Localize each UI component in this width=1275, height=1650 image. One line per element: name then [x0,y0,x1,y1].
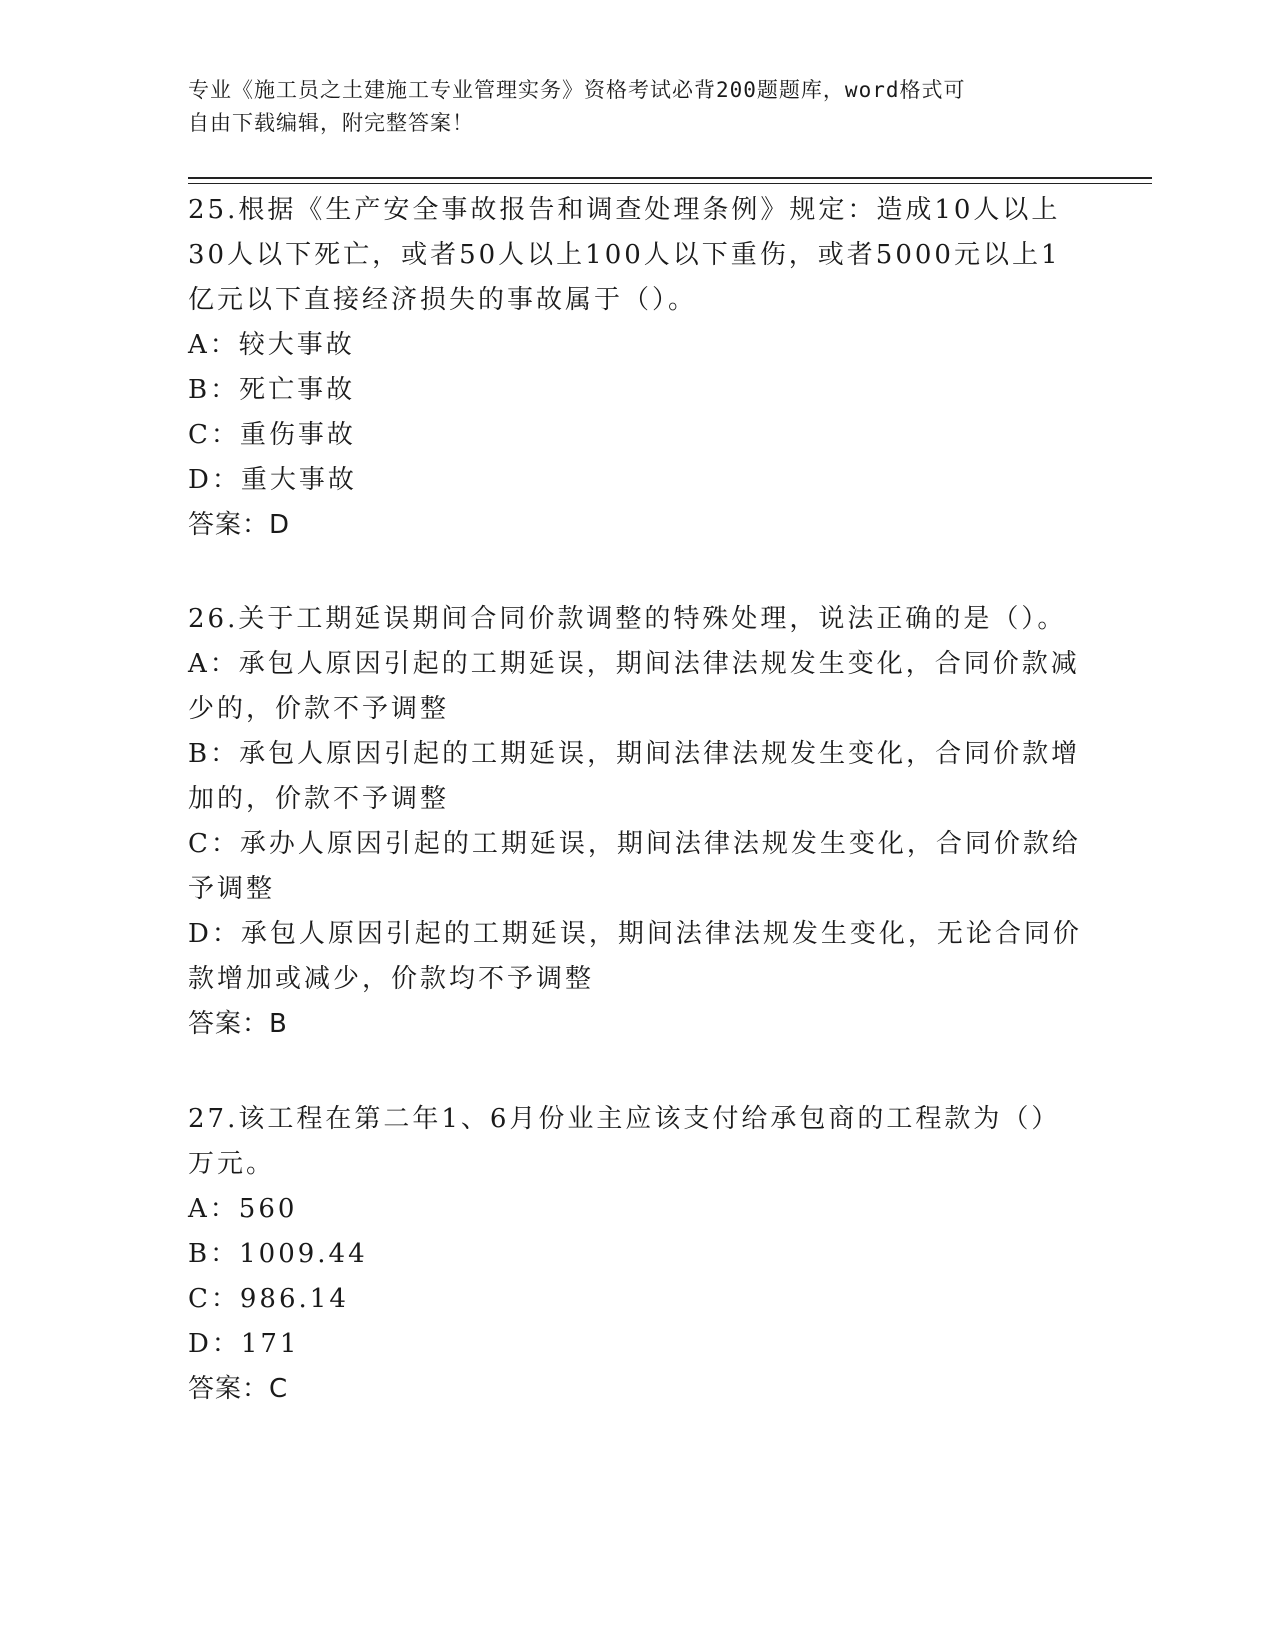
option-a: A：承包人原因引起的工期延误，期间法律法规发生变化，合同价款减 [188,649,1080,679]
question-25 [188,188,1088,548]
answer-line: 答案：C [188,1374,289,1404]
question-stem-line: 亿元以下直接经济损失的事故属于（）。 [188,285,698,315]
question-stem-line: 万元。 [188,1149,276,1179]
option-d: D：171 [188,1329,300,1359]
header-line: 自由下载编辑，附完整答案！ [188,111,474,135]
option-c-continued: 予调整 [188,874,276,904]
header-line: 专业《施工员之土建施工专业管理实务》资格考试必背200题题库，word格式可 [188,78,966,102]
header-divider-thick [188,177,1152,179]
question-stem-line: 30人以下死亡，或者50人以上100人以下重伤，或者5000元以上1 [188,240,1061,270]
option-a-continued: 少的，价款不予调整 [188,694,450,724]
option-d: D：承包人原因引起的工期延误，期间法律法规发生变化，无论合同价 [188,919,1082,949]
option-a: A：560 [188,1194,298,1224]
question-stem-line: 27.该工程在第二年1、6月份业主应该支付给承包商的工程款为（） [188,1104,1061,1134]
option-d: D：重大事故 [188,465,357,495]
option-c: C：986.14 [188,1284,349,1314]
option-d-continued: 款增加或减少，价款均不予调整 [188,964,595,994]
answer-line: 答案：B [188,1009,288,1039]
option-b: B：承包人原因引起的工期延误，期间法律法规发生变化，合同价款增 [188,739,1081,769]
option-b-continued: 加的，价款不予调整 [188,784,450,814]
option-b: B：死亡事故 [188,375,356,405]
question-27 [188,1097,1088,1412]
document-header [188,74,1068,140]
option-c: C：承办人原因引起的工期延误，期间法律法规发生变化，合同价款给 [188,829,1081,859]
option-b: B：1009.44 [188,1239,368,1269]
question-stem-line: 25.根据《生产安全事故报告和调查处理条例》规定：造成10人以上 [188,195,1061,225]
header-divider-thin [188,183,1152,184]
option-a: A：较大事故 [188,330,355,360]
answer-line: 答案：D [188,510,291,540]
option-c: C：重伤事故 [188,420,356,450]
question-stem-line: 26.关于工期延误期间合同价款调整的特殊处理，说法正确的是（）。 [188,604,1067,634]
question-26 [188,597,1088,1047]
